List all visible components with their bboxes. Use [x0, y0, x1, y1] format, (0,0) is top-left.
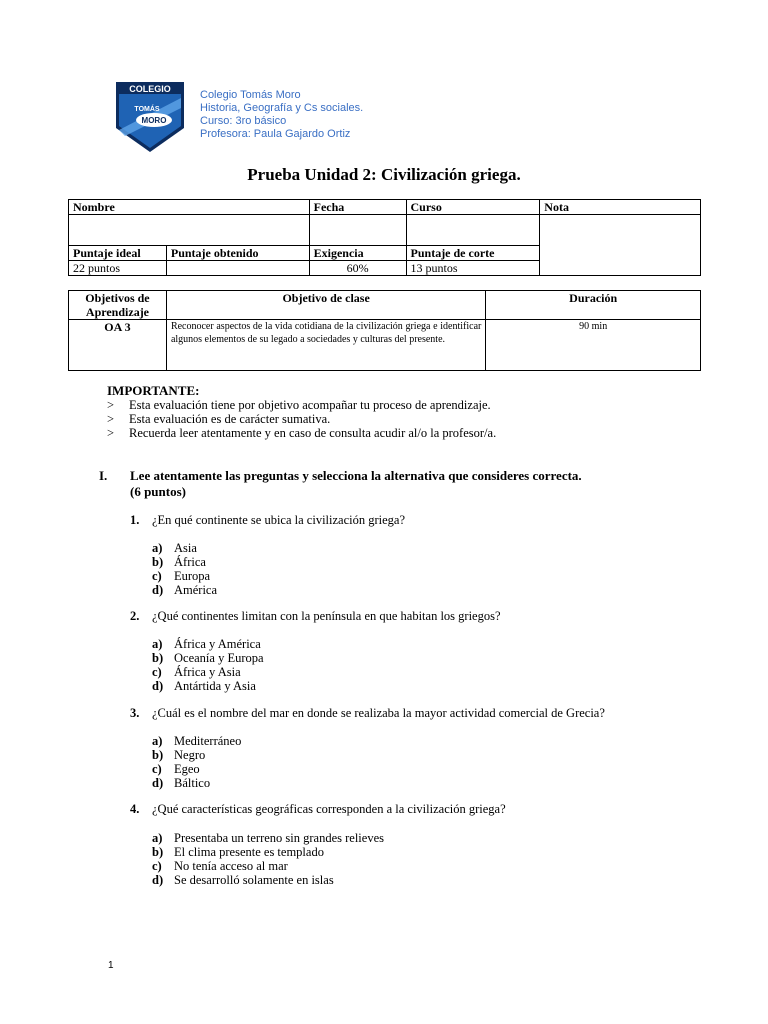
- question-2-options: [152, 637, 264, 693]
- option-text: Antártida y Asia: [174, 679, 256, 693]
- school-info: [200, 89, 363, 141]
- bullet-marker: >: [107, 412, 115, 426]
- question-text: ¿Cuál es el nombre del mar en donde se realizaba la mayor actividad comercial de Grecia?: [152, 706, 605, 720]
- exigencia-value: 60%: [309, 261, 406, 276]
- option[interactable]: [152, 859, 384, 873]
- option[interactable]: [152, 873, 384, 887]
- option-text: Negro: [174, 748, 206, 762]
- puntaje-corte-header: Puntaje de corte: [406, 246, 540, 261]
- option-text: No tenía acceso al mar: [174, 859, 288, 873]
- option-letter: a): [152, 831, 163, 845]
- option[interactable]: [152, 555, 217, 569]
- question-number: 3.: [130, 706, 140, 720]
- nota-header: Nota: [540, 200, 701, 215]
- nombre-field[interactable]: [69, 215, 310, 246]
- option-text: Europa: [174, 569, 211, 583]
- question-4-options: [152, 831, 384, 887]
- question-3: [130, 706, 605, 721]
- nota-field[interactable]: [540, 215, 701, 276]
- option[interactable]: [152, 762, 241, 776]
- option-letter: c): [152, 762, 162, 776]
- page-number: 1: [108, 960, 114, 971]
- option-text: Mediterráneo: [174, 734, 242, 748]
- puntaje-corte-value: 13 puntos: [406, 261, 540, 276]
- question-text: ¿Qué características geográficas corresponden a la civilización griega?: [152, 802, 506, 816]
- option-text: África y Asia: [174, 665, 241, 679]
- option[interactable]: [152, 541, 217, 555]
- list-item: [107, 412, 496, 426]
- option[interactable]: [152, 569, 217, 583]
- exigencia-header: Exigencia: [309, 246, 406, 261]
- option-text: Báltico: [174, 776, 211, 790]
- course: Curso: 3ro básico: [200, 115, 287, 127]
- duration-value: 90 min: [486, 320, 701, 371]
- subject: Historia, Geografía y Cs sociales.: [200, 102, 364, 114]
- logo-text-bottom: MORO: [141, 116, 167, 125]
- option-letter: b): [152, 651, 164, 665]
- option[interactable]: [152, 845, 384, 859]
- objetivo-clase-header: Objetivo de clase: [166, 291, 485, 320]
- fecha-header: Fecha: [309, 200, 406, 215]
- question-2: [130, 609, 501, 624]
- option-text: Se desarrolló solamente en islas: [174, 873, 334, 887]
- option-text: África: [174, 555, 206, 569]
- logo-text-mid: TOMÁS: [134, 106, 160, 113]
- puntaje-obtenido-field[interactable]: [166, 261, 309, 276]
- option[interactable]: [152, 651, 264, 665]
- curso-field[interactable]: [406, 215, 540, 246]
- page-title: Prueba Unidad 2: Civilización griega.: [247, 165, 521, 184]
- bullet-marker: >: [107, 426, 115, 440]
- puntaje-obtenido-header: Puntaje obtenido: [166, 246, 309, 261]
- option-text: Oceanía y Europa: [174, 651, 264, 665]
- option-letter: b): [152, 845, 164, 859]
- question-number: 2.: [130, 609, 140, 623]
- question-number: 4.: [130, 802, 140, 816]
- option-text: Asia: [174, 541, 197, 555]
- option-letter: c): [152, 859, 162, 873]
- bullet-marker: >: [107, 398, 115, 412]
- option-letter: d): [152, 776, 164, 790]
- importante-heading: IMPORTANTE:: [107, 383, 200, 398]
- option[interactable]: [152, 583, 217, 597]
- option[interactable]: [152, 734, 241, 748]
- list-item-text: Esta evaluación es de carácter sumativa.: [129, 412, 331, 426]
- option[interactable]: [152, 748, 241, 762]
- section-number: I.: [99, 468, 108, 483]
- option-letter: d): [152, 873, 164, 887]
- question-1: [130, 513, 405, 528]
- section-instruction: [130, 468, 690, 500]
- option[interactable]: [152, 679, 264, 693]
- nombre-header: Nombre: [69, 200, 310, 215]
- option-letter: a): [152, 637, 163, 651]
- option-letter: a): [152, 541, 163, 555]
- option-text: Egeo: [174, 762, 200, 776]
- logo-text-top: COLEGIO: [129, 84, 171, 94]
- option-letter: a): [152, 734, 163, 748]
- duracion-header: Duración: [486, 291, 701, 320]
- option[interactable]: [152, 776, 241, 790]
- school-logo: [113, 80, 187, 154]
- option-letter: d): [152, 679, 164, 693]
- option[interactable]: [152, 665, 264, 679]
- option-text: Presentaba un terreno sin grandes relieves: [174, 831, 384, 845]
- list-item: [107, 398, 496, 412]
- option-letter: b): [152, 555, 164, 569]
- option-letter: d): [152, 583, 164, 597]
- option-letter: c): [152, 569, 162, 583]
- option-letter: b): [152, 748, 164, 762]
- objetivos-header: Objetivos de Aprendizaje: [69, 291, 167, 320]
- objetivo-description: Reconocer aspectos de la vida cotidiana de la civilización griega e identificar algunos elementos de su legado a sociedades y culturas del presente.: [166, 320, 485, 371]
- importante-list: [107, 398, 496, 440]
- question-4: [130, 802, 506, 817]
- question-text: ¿Qué continentes limitan con la península en que habitan los griegos?: [152, 609, 501, 623]
- instruction-text: Lee atentamente las preguntas y selecciona la alternativa que consideres correcta.: [130, 468, 582, 483]
- option[interactable]: [152, 831, 384, 845]
- option[interactable]: [152, 637, 264, 651]
- curso-header: Curso: [406, 200, 540, 215]
- option-text: África y América: [174, 637, 261, 651]
- question-1-options: [152, 541, 217, 597]
- option-text: América: [174, 583, 218, 597]
- option-text: El clima presente es templado: [174, 845, 324, 859]
- fecha-field[interactable]: [309, 215, 406, 246]
- teacher: Profesora: Paula Gajardo Ortiz: [200, 128, 351, 140]
- question-text: ¿En qué continente se ubica la civilización griega?: [152, 513, 406, 527]
- section-points: (6 puntos): [130, 484, 186, 499]
- option-letter: c): [152, 665, 162, 679]
- puntaje-ideal-value: 22 puntos: [69, 261, 167, 276]
- list-item: [107, 426, 496, 440]
- question-number: 1.: [130, 513, 140, 527]
- oa-code: OA 3: [69, 320, 167, 371]
- list-item-text: Recuerda leer atentamente y en caso de consulta acudir al/o la profesor/a.: [129, 426, 497, 440]
- objectives-table: [68, 290, 701, 371]
- school-name: Colegio Tomás Moro: [200, 89, 301, 101]
- question-3-options: [152, 734, 241, 790]
- list-item-text: Esta evaluación tiene por objetivo acompañar tu proceso de aprendizaje.: [129, 398, 491, 412]
- puntaje-ideal-header: Puntaje ideal: [69, 246, 167, 261]
- student-info-table: [68, 199, 701, 276]
